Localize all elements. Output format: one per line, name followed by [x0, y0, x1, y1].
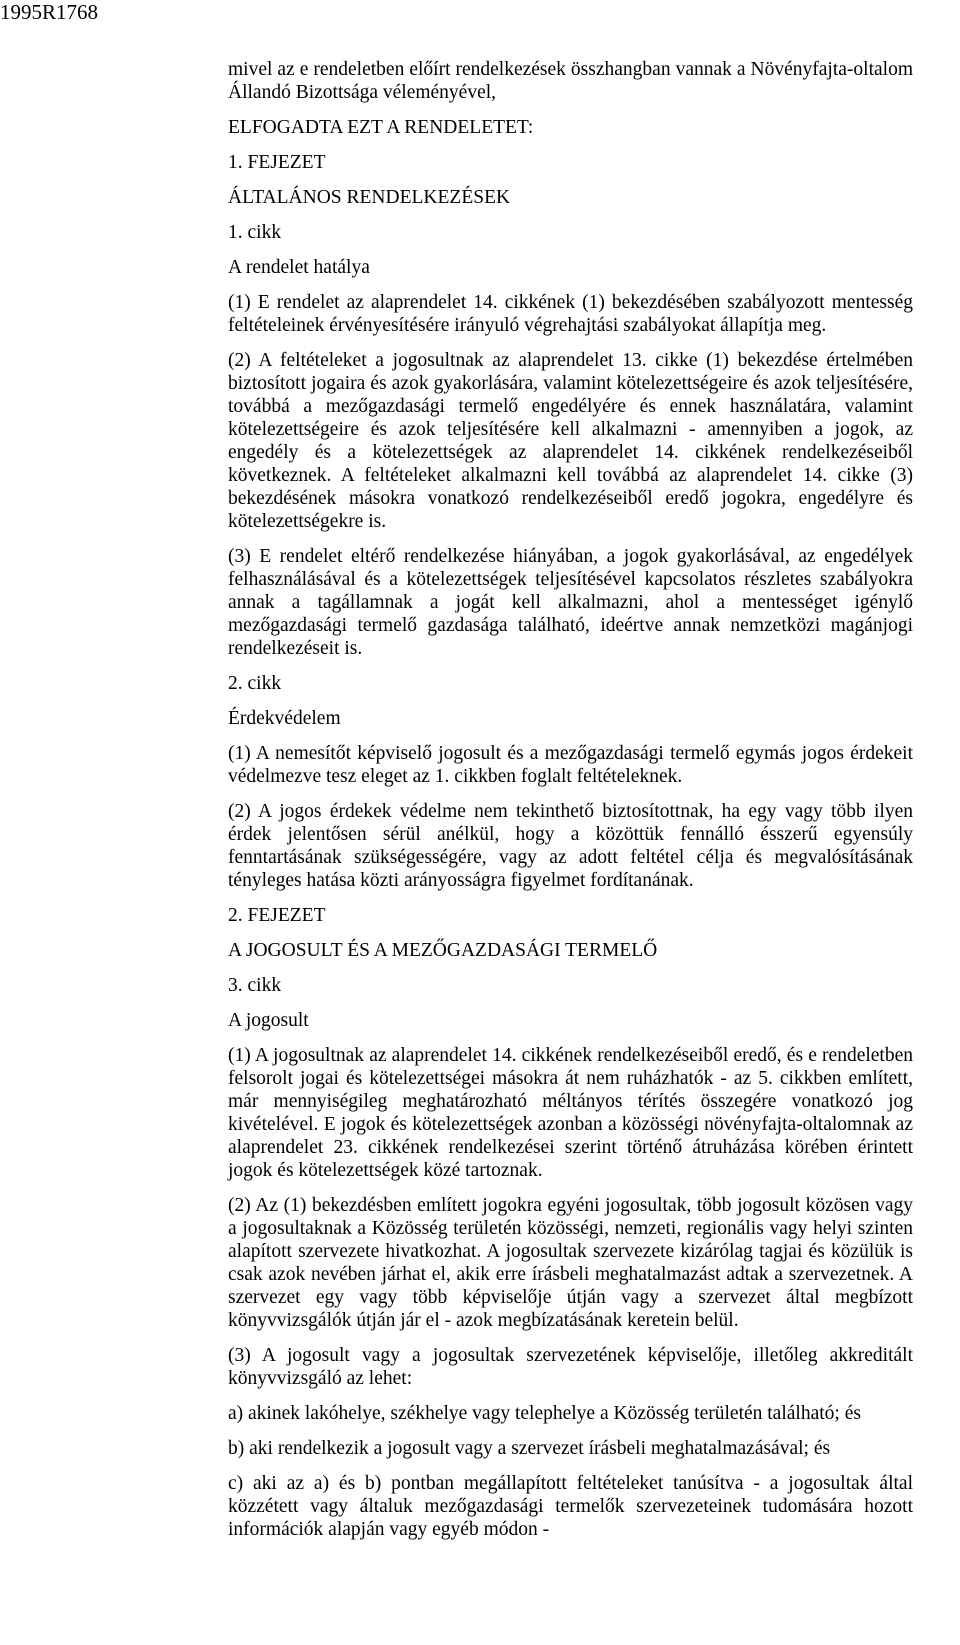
article-1-paragraph-3: (3) E rendelet eltérő rendelkezése hiányában, a jogok gyakorlásával, az engedélyek felhasználásával és a kötelezettségek teljesítésével kapcsolatos részletes szabályokra annak a tagállamnak a jogát kell alkalmazni, ahol a mentességet igénylő mezőgazdasági termelő gazdasága található, ideértve annak nemzetközi magánjogi rendelkezéseit is.	[228, 546, 913, 659]
list-item-a: a) akinek lakóhelye, székhelye vagy telephelye a Közösség területén található; és	[228, 1403, 861, 1424]
document-id: 1995R1768	[0, 0, 99, 24]
article-2-number: 2. cikk	[228, 673, 282, 694]
list-item-b: b) aki rendelkezik a jogosult vagy a szervezet írásbeli meghatalmazásával; és	[228, 1438, 831, 1459]
article-1-title: A rendelet hatálya	[228, 257, 370, 278]
article-1-number: 1. cikk	[228, 222, 282, 243]
article-2-paragraph-1: (1) A nemesítőt képviselő jogosult és a mezőgazdasági termelő egymás jogos érdekeit védelmezve tesz eleget az 1. cikkben foglalt feltételeknek.	[228, 743, 913, 787]
list-item-c: c) aki az a) és b) pontban megállapított feltételeket tanúsítva - a jogosultak által közzétett vagy általuk mezőgazdasági termelők szervezeteinek tudomására hozott információk alapján vagy egyéb módon -	[228, 1473, 913, 1540]
article-2-title: Érdekvédelem	[228, 708, 341, 729]
article-3-paragraph-3: (3) A jogosult vagy a jogosultak szervezetének képviselője, illetőleg akkreditált könyvvizsgáló az lehet:	[228, 1345, 913, 1389]
chapter-1-number: 1. FEJEZET	[228, 152, 326, 173]
article-3-paragraph-1: (1) A jogosultnak az alaprendelet 14. cikkének rendelkezéseiből eredő, és e rendeletben felsorolt jogai és kötelezettségei másokra át nem ruházhatók - az 5. cikkben említett, már mennyiségileg meghatározható méltányos térítés összegére vonatkozó jog kivételével. E jogok és kötelezettségek azonban a közösségi növényfajta-oltalomnak az alaprendelet 23. cikkének rendelkezései szerint történő átruházása körében érintett jogok és kötelezettségek közé tartoznak.	[228, 1045, 913, 1181]
article-1-paragraph-1: (1) E rendelet az alaprendelet 14. cikkének (1) bekezdésében szabályozott mentesség feltételeinek érvényesítésére irányuló végrehajtási szabályokat állapítja meg.	[228, 292, 913, 336]
chapter-1-title: ÁLTALÁNOS RENDELKEZÉSEK	[228, 187, 511, 208]
adoption-statement: ELFOGADTA EZT A RENDELETET:	[228, 117, 534, 138]
chapter-2-title: A JOGOSULT ÉS A MEZŐGAZDASÁGI TERMELŐ	[228, 940, 658, 961]
document-body	[228, 58, 913, 1553]
article-1-paragraph-2: (2) A feltételeket a jogosultnak az alaprendelet 13. cikke (1) bekezdése értelmében biztosított jogaira és azok gyakorlására, valamint kötelezettségeire és azok teljesítésére, továbbá a mezőgazdasági termelő engedélyére és ennek használatára, valamint kötelezettségeire és azok teljesítésére kell alkalmazni - amennyiben a jogok, az engedély és a kötelezettségek az alaprendelet 14. cikkének rendelkezéseiből következnek. A feltételeket alkalmazni kell továbbá az alaprendelet 14. cikke (3) bekezdésének másokra vonatkozó rendelkezéseiből eredő jogokra, engedélyre és kötelezettségekre is.	[228, 350, 913, 532]
recital-paragraph: mivel az e rendeletben előírt rendelkezések összhangban vannak a Növényfajta-oltalom Állandó Bizottsága véleményével,	[228, 59, 913, 103]
article-3-number: 3. cikk	[228, 975, 282, 996]
article-3-title: A jogosult	[228, 1010, 309, 1031]
article-2-paragraph-2: (2) A jogos érdekek védelme nem tekinthető biztosítottnak, ha egy vagy több ilyen érdek jelentősen sérül anélkül, hogy a közöttük fennálló ésszerű egyensúly fenntartásának szükségességére, vagy az adott feltétel célja és megvalósításának tényleges hatása közti arányosságra figyelmet fordítanának.	[228, 801, 913, 891]
article-3-paragraph-2: (2) Az (1) bekezdésben említett jogokra egyéni jogosultak, több jogosult közösen vagy a jogosultaknak a Közösség területén közösségi, nemzeti, regionális vagy helyi szinten alapított szervezete hivatkozhat. A jogosultak szervezete kizárólag tagjai és közülük is csak azok nevében járhat el, akik erre írásbeli meghatalmazást adtak a szervezetnek. A szervezet egy vagy több képviselője útján vagy a szervezet által megbízott könyvvizsgálók útján jár el - azok megbízatásának keretein belül.	[228, 1195, 913, 1331]
chapter-2-number: 2. FEJEZET	[228, 905, 326, 926]
